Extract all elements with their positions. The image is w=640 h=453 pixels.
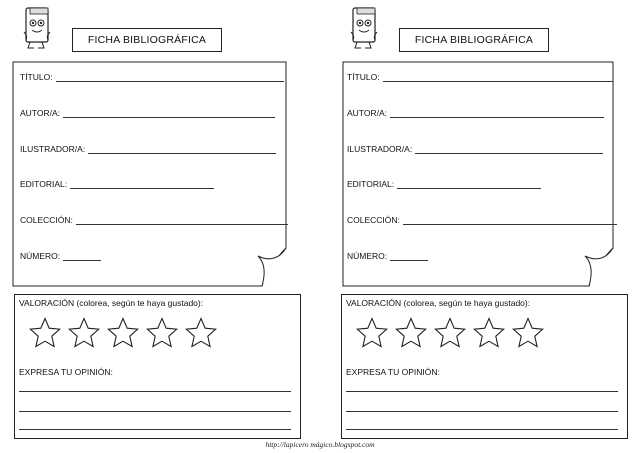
field-label: COLECCIÓN: <box>347 215 400 225</box>
field-titulo <box>20 72 284 82</box>
field-numero-line[interactable] <box>390 251 428 261</box>
book-character-icon <box>22 6 56 50</box>
star-outline-icon[interactable] <box>68 317 100 349</box>
book-character-icon <box>349 6 383 50</box>
field-label: NÚMERO: <box>347 251 388 261</box>
star-rating <box>356 317 544 349</box>
rating-label: VALORACIÓN (colorea, según te haya gustado): <box>346 298 531 308</box>
field-ilustrador-line[interactable] <box>415 144 603 154</box>
field-label: COLECCIÓN: <box>20 215 73 225</box>
field-coleccion <box>347 215 617 225</box>
star-outline-icon[interactable] <box>512 317 544 349</box>
star-outline-icon[interactable] <box>146 317 178 349</box>
field-label: TÍTULO: <box>20 72 53 82</box>
field-label: AUTOR/A: <box>347 108 387 118</box>
field-titulo-line[interactable] <box>56 72 284 82</box>
field-autor <box>20 108 275 118</box>
rating-box <box>341 294 628 439</box>
field-ilustrador-line[interactable] <box>88 144 276 154</box>
field-numero <box>20 251 101 261</box>
opinion-line[interactable] <box>19 411 291 412</box>
opinion-label: EXPRESA TU OPINIÓN: <box>346 367 440 377</box>
star-outline-icon[interactable] <box>395 317 427 349</box>
opinion-label: EXPRESA TU OPINIÓN: <box>19 367 113 377</box>
field-titulo-line[interactable] <box>383 72 613 82</box>
field-label: ILUSTRADOR/A: <box>20 144 86 154</box>
field-numero-line[interactable] <box>63 251 101 261</box>
star-rating <box>29 317 217 349</box>
star-outline-icon[interactable] <box>185 317 217 349</box>
field-autor-line[interactable] <box>390 108 604 118</box>
star-outline-icon[interactable] <box>29 317 61 349</box>
field-titulo <box>347 72 613 82</box>
field-editorial <box>20 179 214 189</box>
bibliography-card-right <box>327 0 640 453</box>
opinion-line[interactable] <box>346 429 618 430</box>
rating-label: VALORACIÓN (colorea, según te haya gustado): <box>19 298 204 308</box>
card-title: FICHA BIBLIOGRÁFICA <box>399 28 549 52</box>
star-outline-icon[interactable] <box>356 317 388 349</box>
field-label: NÚMERO: <box>20 251 61 261</box>
opinion-line[interactable] <box>346 391 618 392</box>
opinion-line[interactable] <box>19 429 291 430</box>
field-ilustrador <box>20 144 276 154</box>
footer-url: http://lapicero mágico.blogspot.com <box>265 440 375 449</box>
field-numero <box>347 251 428 261</box>
field-editorial <box>347 179 541 189</box>
field-label: ILUSTRADOR/A: <box>347 144 413 154</box>
field-coleccion-line[interactable] <box>403 215 617 225</box>
field-editorial-line[interactable] <box>70 179 214 189</box>
field-label: EDITORIAL: <box>347 179 395 189</box>
field-coleccion <box>20 215 288 225</box>
card-title: FICHA BIBLIOGRÁFICA <box>72 28 222 52</box>
rating-box <box>14 294 301 439</box>
field-label: TÍTULO: <box>347 72 380 82</box>
field-editorial-line[interactable] <box>397 179 541 189</box>
field-autor-line[interactable] <box>63 108 275 118</box>
star-outline-icon[interactable] <box>107 317 139 349</box>
star-outline-icon[interactable] <box>473 317 505 349</box>
opinion-line[interactable] <box>19 391 291 392</box>
field-coleccion-line[interactable] <box>76 215 288 225</box>
opinion-line[interactable] <box>346 411 618 412</box>
star-outline-icon[interactable] <box>434 317 466 349</box>
field-label: AUTOR/A: <box>20 108 60 118</box>
field-ilustrador <box>347 144 603 154</box>
field-label: EDITORIAL: <box>20 179 68 189</box>
field-autor <box>347 108 604 118</box>
